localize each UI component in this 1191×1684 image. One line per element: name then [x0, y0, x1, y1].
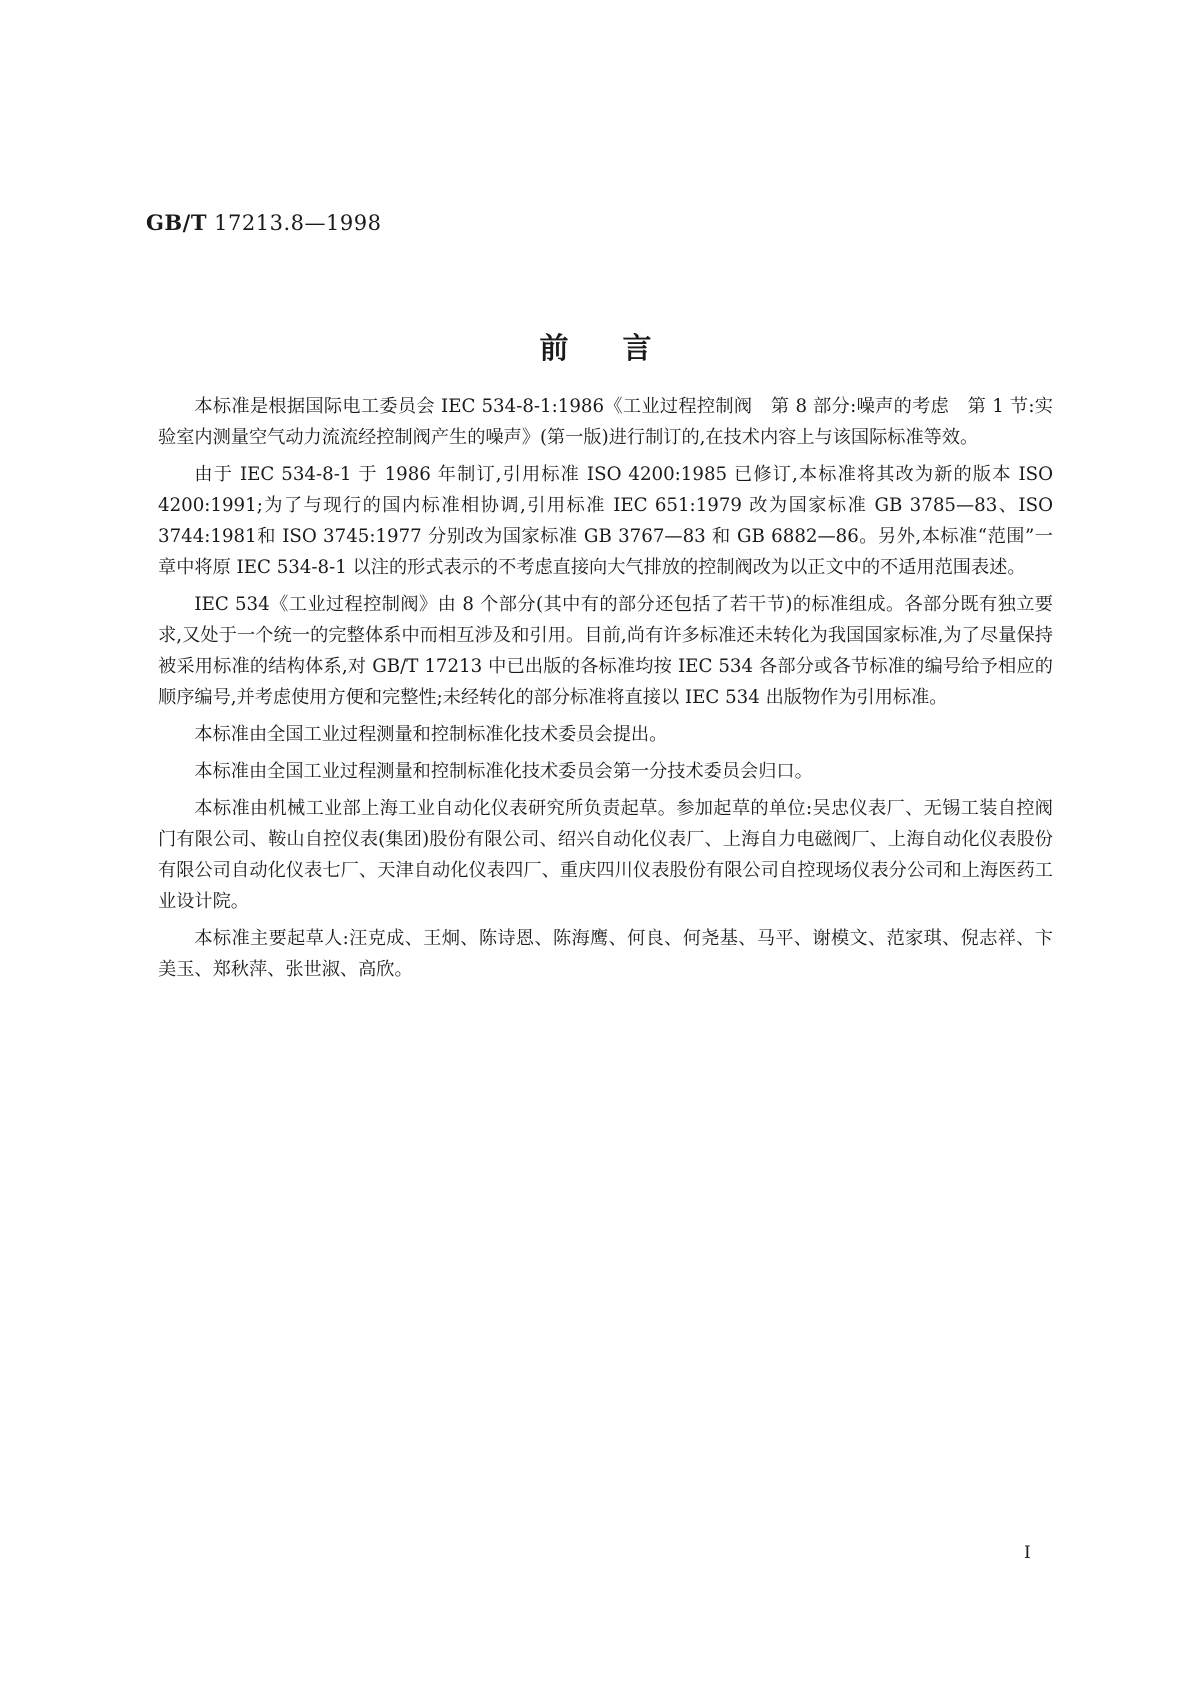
paragraph-centralized-by: 本标准由全国工业过程测量和控制标准化技术委员会第一分技术委员会归口。	[194, 761, 813, 782]
paragraph-structure: IEC 534《工业过程控制阀》由 8 个部分(其中有的部分还包括了若干节)的标准组成。各部分既有独立要求,又处于一个统一的完整体系中而相互涉及和引用。目前,尚有许多标准还未转化为我国国家标准,为了尽量保持被采用标准的结构体系,对 GB/T 17213 中已出版的各标准均按 IEC 534 各部分或各节标准的编号给予相应的顺序编号,并考虑使用方便和完整性;未经转化的部分标准将直接以 IEC 534 出版物作为引用标准。	[158, 594, 1053, 708]
paragraph-drafting-units: 本标准由机械工业部上海工业自动化仪表研究所负责起草。参加起草的单位:吴忠仪表厂、无锡工装自控阀门有限公司、鞍山自控仪表(集团)股份有限公司、绍兴自动化仪表厂、上海自力电磁阀厂、上海自动化仪表股份有限公司自动化仪表七厂、天津自动化仪表四厂、重庆四川仪表股份有限公司自控现场仪表分公司和上海医药工业设计院。	[158, 798, 1053, 912]
page-number: I	[1024, 1543, 1031, 1563]
paragraph-revisions: 由于 IEC 534-8-1 于 1986 年制订,引用标准 ISO 4200:1985 已修订,本标准将其改为新的版本 ISO 4200:1991;为了与现行的国内标准相协调,引用标准 IEC 651:1979 改为国家标准 GB 3785—83、ISO 3744:1981和 ISO 3745:1977 分别改为国家标准 GB 3767—83 和 GB 6882—86。另外,本标准“范围”一章中将原 IEC 534-8-1 以注的形式表示的不考虑直接向大气排放的控制阀改为以正文中的不适用范围表述。	[158, 464, 1053, 578]
paragraph-adoption: 本标准是根据国际电工委员会 IEC 534-8-1:1986《工业过程控制阀 第 8 部分:噪声的考虑 第 1 节:实验室内测量空气动力流流经控制阀产生的噪声》(第一版)进行制订的,在技术内容上与该国际标准等效。	[158, 396, 1053, 448]
paragraph-proposed-by: 本标准由全国工业过程测量和控制标准化技术委员会提出。	[194, 724, 668, 745]
paragraph-drafters: 本标准主要起草人:汪克成、王炯、陈诗恩、陈海鹰、何良、何尧基、马平、谢模文、范家琪、倪志祥、卞美玉、郑秋萍、张世淑、高欣。	[158, 928, 1053, 980]
standard-number	[146, 210, 381, 235]
preface-body	[158, 391, 1053, 991]
standard-prefix: GB/T	[146, 210, 207, 235]
standard-code: 17213.8—1998	[214, 211, 382, 235]
page-title: 前言	[539, 331, 706, 365]
